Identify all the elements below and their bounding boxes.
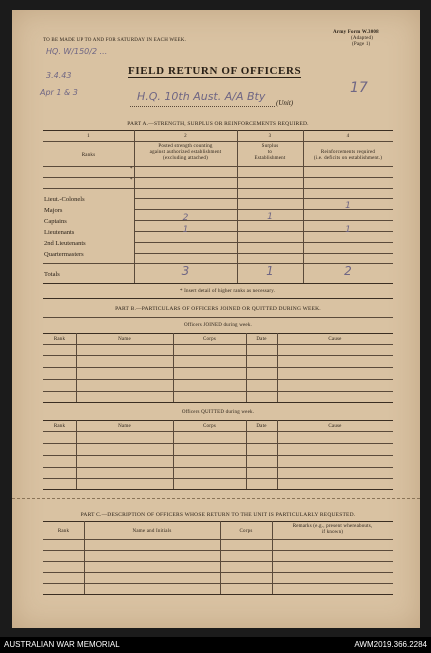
joined-label: Officers JOINED during week. bbox=[184, 323, 252, 328]
quitted-col-rank: Rank bbox=[53, 424, 66, 429]
joined-col-name: Name bbox=[118, 337, 131, 342]
rank-2nd-lieutenants: 2nd Lieutenants bbox=[44, 240, 86, 247]
unit-label: (Unit) bbox=[276, 99, 294, 107]
rank-captains: Captains bbox=[44, 218, 67, 225]
col-header-reinf-2: (i.e. deficits on establishment.) bbox=[313, 156, 383, 161]
part-b-title: PART B.—PARTICULARS OF OFFICERS JOINED OR QUITTED DURING WEEK. bbox=[115, 306, 321, 312]
form-adapted: (Adapted) bbox=[351, 36, 374, 41]
col-number-2: 2 bbox=[184, 134, 187, 139]
totals-reinf: 2 bbox=[344, 264, 352, 278]
quitted-col-name: Name bbox=[118, 424, 131, 429]
col-header-ranks: Ranks bbox=[81, 153, 96, 158]
totals-surplus: 1 bbox=[266, 264, 274, 278]
asterisk-mark: * bbox=[130, 178, 133, 183]
joined-col-rank: Rank bbox=[53, 337, 66, 342]
form-title: FIELD RETURN OF OFFICERS bbox=[128, 65, 302, 77]
asterisk-mark: * bbox=[130, 167, 133, 172]
part-c-col-remarks-1: Remarks (e.g., present whereabouts, bbox=[292, 524, 373, 529]
archive-footer bbox=[0, 637, 431, 653]
quitted-col-cause: Cause bbox=[328, 424, 342, 429]
reinf-majors: 1 bbox=[345, 201, 351, 211]
handwritten-number: 17 bbox=[350, 80, 368, 96]
handwritten-reference-2: 3.4.43 bbox=[46, 71, 72, 80]
col-number-1: 1 bbox=[87, 134, 90, 139]
quitted-col-corps: Corps bbox=[203, 424, 216, 429]
part-a-title: PART A.—STRENGTH, SURPLUS OR REINFORCEMENTS REQUIRED. bbox=[127, 121, 309, 127]
col-header-surplus-1: Surplus bbox=[261, 144, 279, 149]
handwritten-unit: H.Q. 10th Aust. A/A Bty bbox=[137, 90, 266, 103]
rank-lieut-colonels: Lieut.-Colonels bbox=[44, 196, 85, 203]
posted-captains: 2 bbox=[182, 213, 189, 223]
joined-col-corps: Corps bbox=[203, 337, 216, 342]
totals-label: Totals bbox=[44, 271, 60, 278]
col-header-surplus-3: Establishment bbox=[254, 156, 286, 161]
divider bbox=[43, 317, 393, 318]
totals-posted: 3 bbox=[181, 264, 190, 278]
part-c-title: PART C.—DESCRIPTION OF OFFICERS WHOSE RETURN TO THE UNIT IS PARTICULARLY REQUESTED. bbox=[80, 512, 356, 518]
col-header-surplus-2: to bbox=[267, 150, 273, 155]
fold-line bbox=[12, 498, 420, 499]
unit-dotted-line bbox=[130, 106, 275, 107]
col-header-posted-3: (excluding attached) bbox=[163, 156, 208, 161]
posted-lieutenants: 1 bbox=[182, 225, 189, 235]
quitted-label: Officers QUITTED during week. bbox=[181, 410, 255, 415]
divider bbox=[43, 298, 393, 299]
quitted-col-date: Date bbox=[256, 424, 267, 429]
handwritten-reference-1: HQ. W/150/2 ... bbox=[46, 47, 108, 56]
part-c-col-corps: Corps bbox=[239, 529, 253, 534]
rank-lieutenants: Lieutenants bbox=[44, 229, 75, 236]
footer-institution: AUSTRALIAN WAR MEMORIAL bbox=[4, 640, 120, 649]
col-number-4: 4 bbox=[346, 134, 350, 139]
army-form-number: Army Form W.3008 bbox=[333, 30, 379, 35]
joined-col-cause: Cause bbox=[328, 337, 342, 342]
part-a-footnote: * Insert detail of higher ranks as necessary. bbox=[180, 289, 276, 294]
col-header-posted-2: against authorized establishment bbox=[149, 150, 222, 155]
rank-quartermasters: Quartermasters bbox=[44, 251, 84, 258]
rank-majors: Majors bbox=[44, 207, 63, 214]
col-header-posted-1: Posted strength counting bbox=[158, 144, 213, 149]
form-instruction: TO BE MADE UP TO AND FOR SATURDAY IN EACH WEEK. bbox=[43, 38, 187, 43]
joined-col-date: Date bbox=[256, 337, 267, 342]
reinf-lieutenants: 1 bbox=[345, 225, 351, 235]
form-page-number: (Page 1) bbox=[352, 42, 371, 47]
col-header-reinf-1: Reinforcements required bbox=[320, 150, 376, 155]
handwritten-reference-3: Apr 1 & 3 bbox=[40, 88, 78, 97]
footer-accession: AWM2019.366.2284 bbox=[354, 640, 427, 649]
part-c-col-name: Name and Initials bbox=[132, 529, 172, 534]
part-c-col-remarks-2: if known) bbox=[321, 530, 344, 535]
part-c-col-rank: Rank bbox=[57, 529, 70, 534]
col-number-3: 3 bbox=[268, 134, 272, 139]
surplus-captains: 1 bbox=[267, 212, 273, 222]
